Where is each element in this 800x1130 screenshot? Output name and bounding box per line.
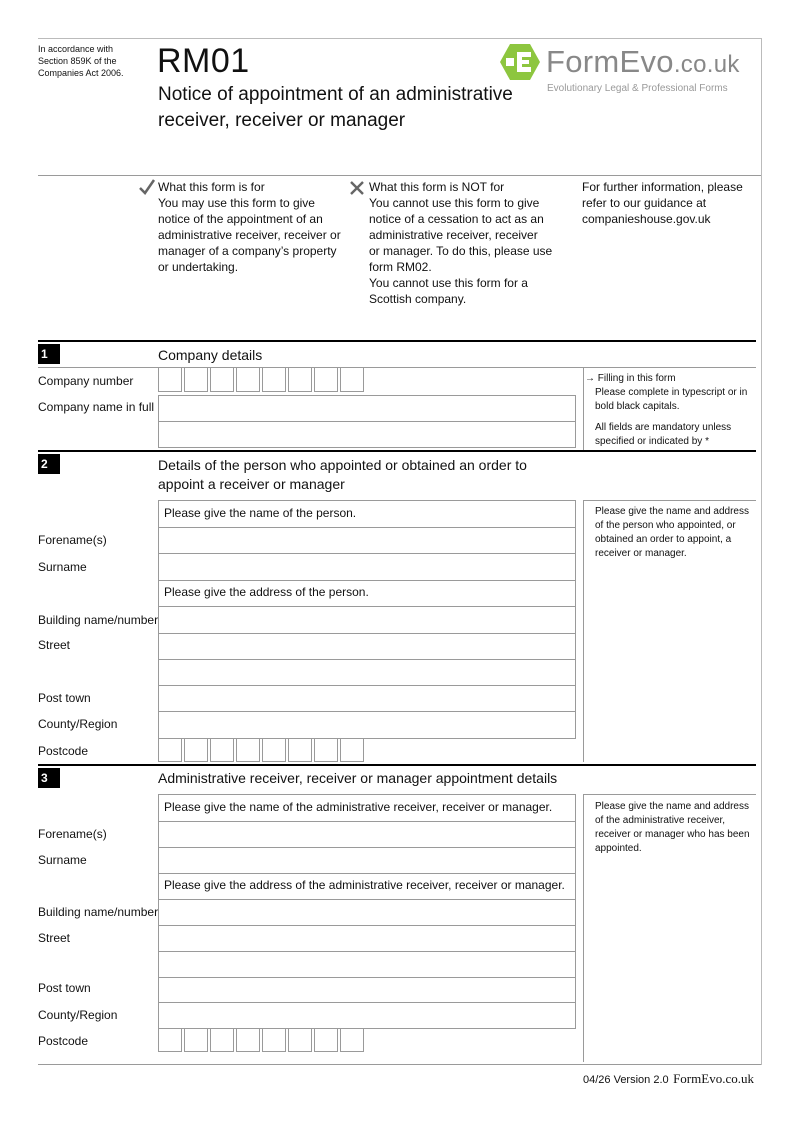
logo-text-main: FormEvo	[546, 44, 674, 79]
company-number-cell[interactable]	[314, 368, 338, 392]
section1-title: Company details	[158, 347, 263, 363]
section2-side-note	[595, 505, 755, 561]
forename-label: Forename(s)	[38, 827, 107, 841]
post-town-field[interactable]	[158, 977, 576, 1003]
not-for-line: Scottish company.	[369, 292, 467, 306]
not-for-line: You cannot use this form for a	[369, 276, 528, 290]
section3-side-note	[595, 800, 755, 856]
section1-number: 1	[38, 344, 60, 364]
street-label: Street	[38, 638, 71, 652]
section2-side-divider	[583, 500, 584, 762]
legal-note-line: Section 859K of the	[38, 56, 117, 66]
postcode-cell[interactable]	[158, 1028, 182, 1052]
form-code: RM01	[157, 42, 250, 80]
postcode-cell[interactable]	[340, 738, 364, 762]
filling-line: All fields are mandatory unless	[595, 422, 732, 433]
surname-field[interactable]	[158, 553, 576, 581]
further-information	[582, 179, 757, 227]
for-line: You may use this form to give	[158, 196, 315, 210]
further-line: companieshouse.gov.uk	[582, 212, 711, 226]
further-line: refer to our guidance at	[582, 196, 707, 210]
not-for-line: administrative receiver, receiver	[369, 228, 538, 242]
postcode-cell[interactable]	[210, 738, 234, 762]
postcode-cell[interactable]	[236, 1028, 260, 1052]
company-number-cell[interactable]	[262, 368, 286, 392]
postcode-label: Postcode	[38, 1034, 89, 1048]
building-field[interactable]	[158, 606, 576, 634]
postcode-cell[interactable]	[236, 738, 260, 762]
form-title-line: receiver, receiver or manager	[158, 110, 406, 131]
side-note-line: receiver or manager.	[595, 548, 687, 559]
section3-side-divider	[583, 794, 584, 1062]
post-town-field[interactable]	[158, 685, 576, 712]
form-title	[158, 82, 513, 134]
footer-brand: FormEvo.co.uk	[673, 1071, 754, 1086]
company-number-cell[interactable]	[288, 368, 312, 392]
side-note-line: obtained an order to appoint, a	[595, 534, 732, 545]
logo-tagline: Evolutionary Legal & Professional Forms	[547, 83, 728, 94]
section1-title-underline	[38, 367, 756, 368]
company-number-cell[interactable]	[158, 368, 182, 392]
legal-note-line: Companies Act 2006.	[38, 68, 124, 78]
what-form-is-not-for	[369, 179, 569, 307]
section2-title-line: Details of the person who appointed or obtained an order to	[158, 457, 527, 473]
company-number-cell[interactable]	[210, 368, 234, 392]
street-field-2[interactable]	[158, 951, 576, 978]
logo-text-suffix: .co.uk	[673, 51, 740, 78]
section1-rule	[38, 340, 756, 342]
company-number-field[interactable]	[158, 368, 368, 394]
filling-in-note	[585, 372, 755, 449]
company-name-field-2[interactable]	[158, 421, 576, 448]
postcode-cell[interactable]	[340, 1028, 364, 1052]
formevo-logo-icon	[500, 42, 540, 82]
for-heading: What this form is for	[158, 180, 265, 194]
receiver-name-prompt: Please give the name of the administrative receiver, receiver or manager.	[164, 800, 553, 814]
company-number-label: Company number	[38, 374, 134, 388]
section3-number: 3	[38, 768, 60, 788]
filling-line: specified or indicated by *	[595, 436, 709, 447]
postcode-cell[interactable]	[184, 1028, 208, 1052]
street-field-1[interactable]	[158, 925, 576, 952]
section2-number: 2	[38, 454, 60, 474]
side-note-line: Please give the name and address	[595, 801, 749, 812]
receiver-address-prompt: Please give the address of the administrative receiver, receiver or manager.	[164, 878, 565, 892]
filling-line: bold black capitals.	[595, 401, 680, 412]
county-label: County/Region	[38, 717, 118, 731]
further-line: For further information, please	[582, 180, 743, 194]
footer	[583, 1070, 754, 1088]
side-note-line: of the person who appointed, or	[595, 520, 736, 531]
not-for-line: You cannot use this form to give	[369, 196, 540, 210]
footer-version: 04/26 Version 2.0	[583, 1074, 669, 1086]
company-name-field-1[interactable]	[158, 395, 576, 422]
not-for-line: form RM02.	[369, 260, 432, 274]
form-title-line: Notice of appointment of an administrative	[158, 84, 513, 105]
section3-side-top	[583, 794, 756, 795]
section2-title	[158, 456, 527, 494]
county-label: County/Region	[38, 1008, 118, 1022]
forename-label: Forename(s)	[38, 533, 107, 547]
postcode-cell[interactable]	[262, 738, 286, 762]
postcode-label: Postcode	[38, 744, 89, 758]
postcode-cell[interactable]	[314, 738, 338, 762]
legal-note-line: In accordance with	[38, 44, 114, 54]
company-number-cell[interactable]	[340, 368, 364, 392]
surname-label: Surname	[38, 560, 87, 574]
section3-title: Administrative receiver, receiver or manager appointment details	[158, 770, 558, 786]
arrow-right-icon: →	[585, 373, 598, 384]
logo-wordmark	[546, 44, 740, 80]
side-note-line: of the administrative receiver,	[595, 815, 726, 826]
not-for-line: notice of a cessation to act as an	[369, 212, 544, 226]
cross-icon	[349, 180, 365, 201]
street-label: Street	[38, 931, 71, 945]
forename-field[interactable]	[158, 527, 576, 554]
for-line: or undertaking.	[158, 260, 239, 274]
post-town-label: Post town	[38, 691, 91, 705]
postcode-cell[interactable]	[184, 738, 208, 762]
person-address-prompt: Please give the address of the person.	[164, 585, 369, 599]
street-field-2[interactable]	[158, 659, 576, 686]
postcode-cell[interactable]	[262, 1028, 286, 1052]
postcode-cell[interactable]	[288, 1028, 312, 1052]
check-icon	[138, 178, 156, 201]
section2-rule	[38, 450, 756, 452]
side-note-line: receiver or manager who has been	[595, 829, 750, 840]
building-field[interactable]	[158, 899, 576, 926]
street-field-1[interactable]	[158, 633, 576, 660]
what-form-is-for	[158, 179, 348, 275]
surname-field[interactable]	[158, 847, 576, 874]
postcode-cell[interactable]	[210, 1028, 234, 1052]
for-line: manager of a company’s property	[158, 244, 337, 258]
filling-line: Please complete in typescript or in	[595, 387, 748, 398]
postcode-field[interactable]	[158, 1028, 368, 1054]
section2-title-line: appoint a receiver or manager	[158, 476, 345, 492]
section3-rule	[38, 764, 756, 766]
forename-field[interactable]	[158, 821, 576, 848]
not-for-line: or manager. To do this, please use	[369, 244, 553, 258]
side-note-line: appointed.	[595, 843, 642, 854]
not-for-heading: What this form is NOT for	[369, 180, 505, 194]
side-note-line: Please give the name and address	[595, 506, 749, 517]
building-label: Building name/number	[38, 613, 159, 627]
county-field[interactable]	[158, 1002, 576, 1029]
company-number-cell[interactable]	[184, 368, 208, 392]
postcode-cell[interactable]	[314, 1028, 338, 1052]
county-field[interactable]	[158, 711, 576, 739]
postcode-field[interactable]	[158, 738, 368, 764]
person-name-prompt: Please give the name of the person.	[164, 506, 357, 520]
footer-divider	[38, 1064, 761, 1065]
for-line: administrative receiver, receiver or	[158, 228, 341, 242]
post-town-label: Post town	[38, 981, 91, 995]
building-label: Building name/number	[38, 905, 159, 919]
intro-divider	[38, 175, 761, 176]
company-number-cell[interactable]	[236, 368, 260, 392]
postcode-cell[interactable]	[158, 738, 182, 762]
section1-side-divider	[583, 368, 584, 450]
company-name-label: Company name in full	[38, 400, 155, 414]
legal-note	[38, 43, 124, 79]
surname-label: Surname	[38, 853, 87, 867]
section2-side-top	[583, 500, 756, 501]
for-line: notice of the appointment of an	[158, 212, 323, 226]
postcode-cell[interactable]	[288, 738, 312, 762]
filling-heading: → Filling in this form	[585, 373, 676, 384]
